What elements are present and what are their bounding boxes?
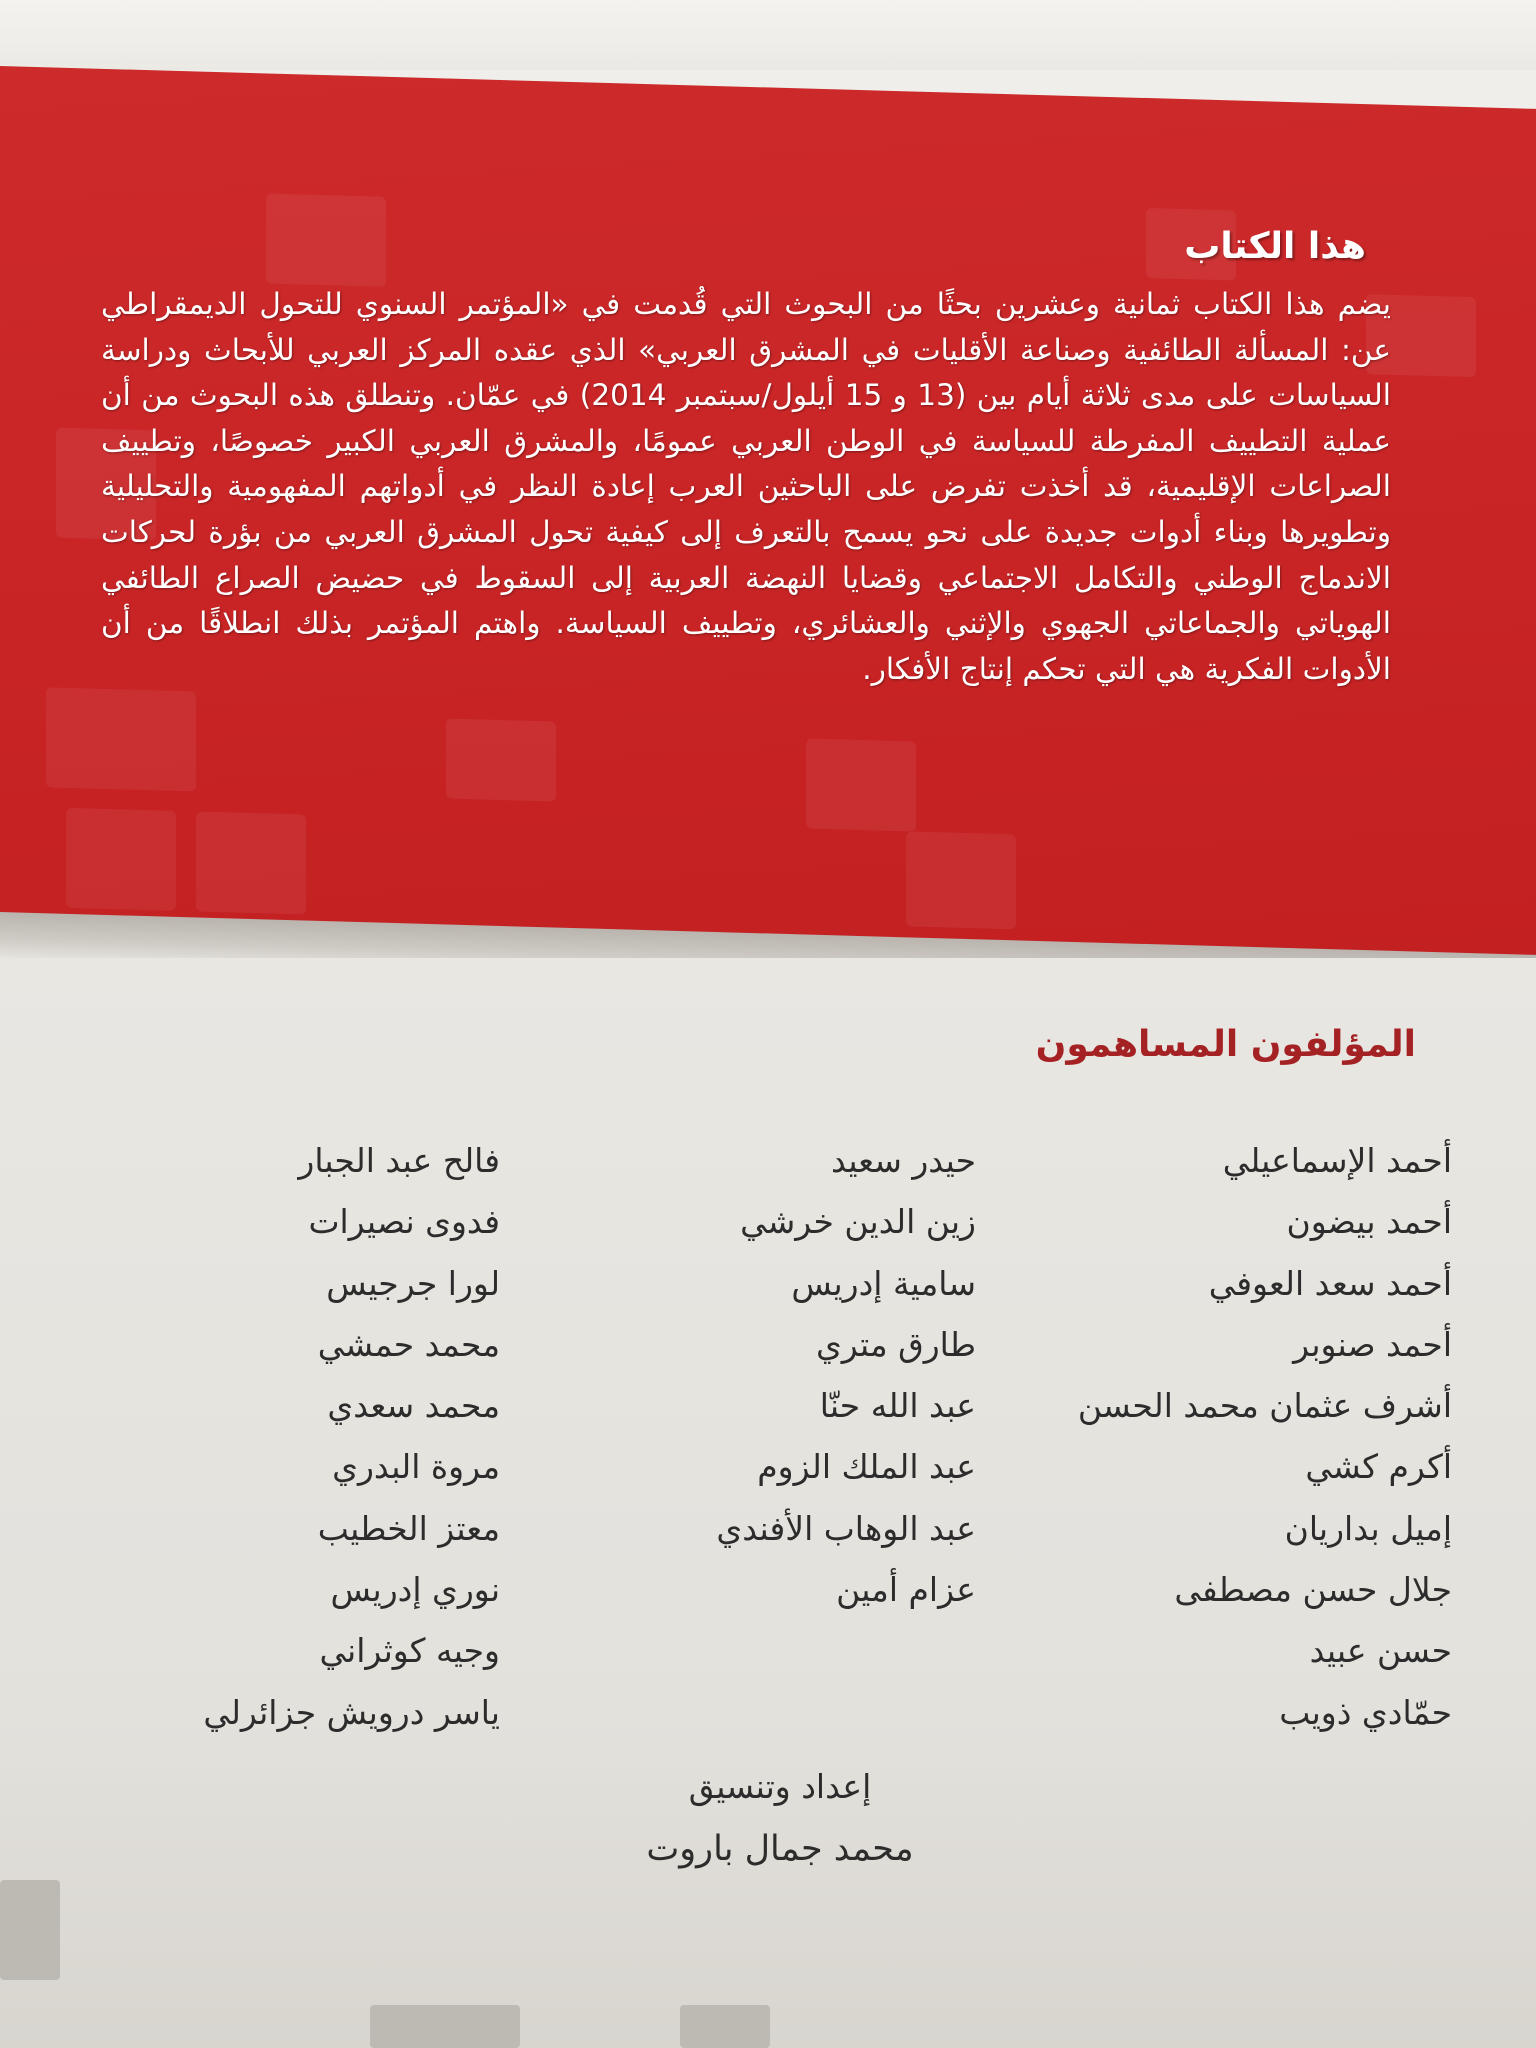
author-name: سامية إدريس [791,1263,976,1303]
decorative-tile [906,831,1016,929]
author-name: حمّادي ذويب [1279,1692,1452,1732]
author-name: أكرم كشي [1305,1447,1452,1487]
author-name: عبد الوهاب الأفندي [716,1508,976,1548]
author-name: محمد حمشي [317,1324,500,1364]
author-name: زين الدين خرشي [740,1202,976,1242]
author-name: معتز الخطيب [317,1508,500,1548]
author-name: طارق متري [815,1324,976,1364]
editor-label: إعداد وتنسيق [688,1767,872,1806]
author-name: فدوى نصيرات [308,1202,500,1242]
cover-top-edge [0,0,1536,70]
author-name: إميل بداريان [1284,1508,1452,1548]
author-name: فالح عبد الجبار [298,1141,500,1180]
author-name: أحمد الإسماعيلي [1222,1141,1452,1180]
contributors-column-right [1062,1130,1452,1743]
author-name: حيدر سعيد [831,1141,976,1180]
author-name: نوري إدريس [330,1570,500,1610]
author-name: ياسر درويش جزائرلي [203,1692,500,1732]
author-name: أحمد صنوبر [1293,1324,1452,1364]
author-name: وجيه كوثراني [319,1631,500,1671]
decorative-tile [66,808,176,911]
decorative-tile [806,739,916,832]
author-name: عبد الملك الزوم [757,1447,976,1487]
about-book-heading: هذا الكتاب [1184,226,1366,267]
editor-name: محمد جمال باروت [646,1829,914,1869]
about-book-paragraph: يضم هذا الكتاب ثمانية وعشرين بحثًا من البحوث التي قُدمت في «المؤتمر السنوي للتحول الديمقراطي عن: المسألة الطائفية وصناعة الأقليات في المشرق العربي» الذي عقده المركز العربي للأبحاث ودراسة السياسات على مدى ثلاثة أيام بين (13 و 15 أيلول/سبتمبر 2014) في عمّان. وتنطلق هذه البحوث من أن عملية التطييف المفرطة للسياسة في الوطن العربي عمومًا، والمشرق العربي الكبير خصوصًا، وتطييف الصراعات الإقليمية، قد أخذت تفرض على الباحثين العرب إعادة النظر في أدواتهم المفهومية والتحليلية وتطويرها وبناء أدوات جديدة على نحو يسمح بالتعرف إلى كيفية تحول المشرق العربي من بؤرة لحركات الاندماج الوطني والتكامل الاجتماعي وقضايا النهضة العربية إلى السقوط في حضيض الصراع الطائفي الهوياتي والجماعاتي الجهوي والإثني والعشائري، وتطييف السياسة. واهتم المؤتمر بذلك انطلاقًا من أن الأدوات الفكرية هي التي تحكم إنتاج الأفكار. [101,287,1391,686]
decorative-tile [266,193,386,286]
contributors-heading: المؤلفون المساهمون [1035,1024,1416,1065]
decorative-tile [46,687,196,791]
decorative-tile [446,718,556,801]
decorative-tile [196,811,306,914]
author-name: جلال حسن مصطفى [1174,1570,1452,1610]
decorative-mark [680,2005,770,2048]
author-name: مروة البدري [332,1447,500,1487]
author-name: أحمد سعد العوفي [1208,1263,1452,1303]
contributors-column-middle [566,1130,976,1620]
author-name: عزام أمين [836,1570,976,1610]
author-name: حسن عبيد [1309,1631,1452,1671]
author-name: لورا جرجيس [326,1263,500,1303]
author-name: أشرف عثمان محمد الحسن [1077,1386,1452,1426]
decorative-mark [0,1880,60,1980]
author-name: محمد سعدي [327,1386,500,1426]
author-name: أحمد بيضون [1286,1202,1452,1242]
editor-credit [560,1756,1000,1880]
decorative-mark [370,2005,520,2048]
author-name: عبد الله حنّا [819,1386,976,1426]
contributors-column-left [80,1130,500,1743]
